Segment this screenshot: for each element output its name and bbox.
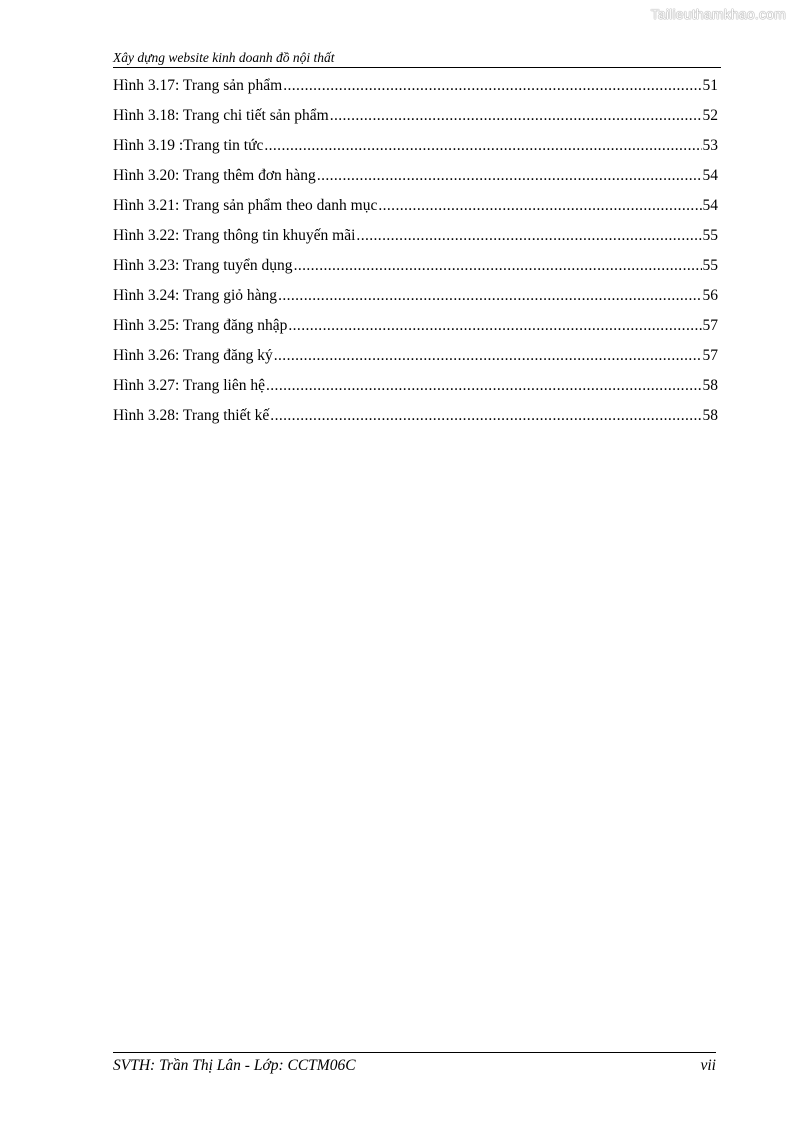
toc-entry-page: 56	[702, 287, 718, 304]
running-footer	[113, 1052, 716, 1075]
toc-entry-title: Hình 3.18: Trang chi tiết sản phẩm	[113, 107, 329, 124]
toc-entry-title: Hình 3.19 :Trang tin tức	[113, 137, 264, 154]
toc-leader-dots	[356, 227, 701, 245]
toc-entry-page: 55	[702, 257, 718, 274]
table-of-figures	[113, 77, 718, 437]
footer-page-number: vii	[700, 1057, 716, 1074]
toc-entry-title: Hình 3.23: Trang tuyển dụng	[113, 257, 293, 274]
toc-entry-page: 57	[702, 347, 718, 364]
toc-entry	[113, 287, 718, 317]
toc-entry	[113, 107, 718, 137]
toc-entry	[113, 377, 718, 407]
toc-entry-page: 58	[702, 377, 718, 394]
toc-entry	[113, 167, 718, 197]
toc-leader-dots	[278, 287, 701, 305]
toc-leader-dots	[270, 407, 701, 425]
toc-leader-dots	[274, 347, 702, 365]
toc-leader-dots	[288, 317, 701, 335]
watermark: Tailieuthamkhao.com	[650, 6, 786, 22]
toc-entry-title: Hình 3.27: Trang liên hệ	[113, 377, 265, 394]
toc-entry	[113, 407, 718, 437]
toc-leader-dots	[317, 167, 702, 185]
toc-entry-page: 54	[702, 197, 718, 214]
toc-leader-dots	[330, 107, 702, 125]
toc-entry-page: 52	[702, 107, 718, 124]
toc-entry-title: Hình 3.26: Trang đăng ký	[113, 347, 273, 364]
toc-entry-page: 53	[702, 137, 718, 154]
toc-entry-page: 51	[702, 77, 718, 94]
footer-author-class: SVTH: Trần Thị Lân - Lớp: CCTM06C	[113, 1057, 356, 1074]
toc-leader-dots	[266, 377, 702, 395]
toc-entry-title: Hình 3.28: Trang thiết kế	[113, 407, 270, 424]
toc-entry-page: 55	[702, 227, 718, 244]
toc-entry-page: 58	[702, 407, 718, 424]
toc-entry-title: Hình 3.22: Trang thông tin khuyến mãi	[113, 227, 356, 244]
toc-entry	[113, 77, 718, 107]
toc-entry-title: Hình 3.21: Trang sản phẩm theo danh mục	[113, 197, 378, 214]
toc-entry	[113, 137, 718, 167]
toc-entry	[113, 257, 718, 287]
toc-leader-dots	[283, 77, 701, 95]
toc-entry	[113, 197, 718, 227]
toc-entry	[113, 347, 718, 377]
toc-entry-page: 54	[702, 167, 718, 184]
toc-entry	[113, 317, 718, 347]
toc-entry-title: Hình 3.20: Trang thêm đơn hàng	[113, 167, 316, 184]
running-header: Xây dựng website kinh doanh đồ nội thất	[113, 50, 721, 68]
toc-leader-dots	[378, 197, 701, 215]
toc-entry-title: Hình 3.17: Trang sản phẩm	[113, 77, 283, 94]
toc-leader-dots	[294, 257, 702, 275]
toc-entry-page: 57	[702, 317, 718, 334]
toc-leader-dots	[264, 137, 701, 155]
toc-entry	[113, 227, 718, 257]
toc-entry-title: Hình 3.24: Trang giỏ hàng	[113, 287, 278, 304]
toc-entry-title: Hình 3.25: Trang đăng nhập	[113, 317, 288, 334]
